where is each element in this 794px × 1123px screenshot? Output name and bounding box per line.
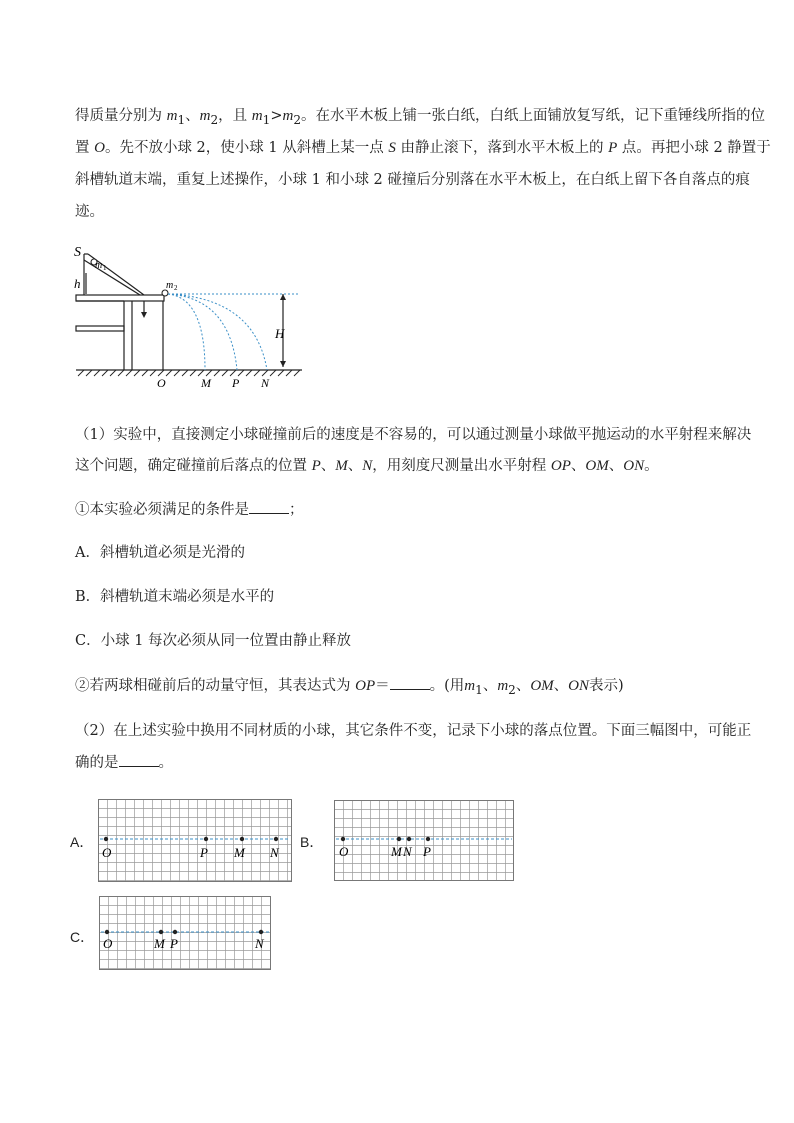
point-P — [173, 930, 177, 934]
q2-line-1: （2）在上述实验中换用不同材质的小球，其它条件不变，记录下小球的落点位置。下面三幅图中，可能正 — [75, 723, 752, 739]
trajectory-N — [168, 294, 267, 370]
point-label-N: N — [403, 844, 412, 859]
q2-line-2: 确的是 。 — [75, 751, 173, 772]
label-P: P — [232, 376, 240, 390]
point-label-M: M — [154, 936, 165, 951]
intro-line-1: 得质量分别为 $m_1$、$m_2$，且 $m_1>m_2$。在水平木板上铺一张白纸，白纸上面铺放复写纸，记下重锤线所指的位 — [75, 108, 765, 127]
point-label-P: P — [423, 844, 431, 859]
point-M — [240, 837, 244, 841]
intro-line-2: 置 O。先不放小球 2，使小球 1 从斜槽上某一点 S 由静止滚下，落到水平木板上的 P 点。再把小球 2 静置于 — [75, 140, 771, 156]
point-label-P: P — [170, 936, 178, 951]
label-H: H — [275, 326, 285, 341]
apparatus-diagram — [70, 238, 310, 393]
option-B-label: B． — [300, 834, 324, 850]
label-m1: m — [95, 260, 103, 271]
q1-sub1: ①本实验必须满足的条件是 ； — [75, 498, 304, 519]
label-m2-sub: 2 — [174, 284, 178, 292]
point-label-N: N — [270, 845, 279, 860]
point-label-M: M — [391, 844, 402, 859]
label-m2: m — [166, 280, 174, 291]
option-A-grid — [98, 799, 292, 882]
point-M — [159, 930, 163, 934]
answer-blank-3[interactable] — [119, 752, 159, 767]
point-P — [426, 837, 430, 841]
point-P — [204, 837, 208, 841]
q1-option-B: B．斜槽轨道末端必须是水平的 — [75, 589, 275, 605]
answer-blank-2[interactable] — [390, 675, 430, 690]
point-label-O: O — [339, 844, 349, 859]
point-N — [274, 837, 278, 841]
point-label-N: N — [255, 936, 264, 951]
point-O — [104, 837, 108, 841]
trajectory-M — [168, 294, 205, 370]
q1-option-C: C．小球 1 每次必须从同一位置由静止释放 — [75, 633, 352, 649]
label-O: O — [157, 376, 166, 390]
label-m1-sub: 1 — [103, 264, 107, 272]
table-shelf — [76, 326, 124, 331]
q1-line-2: 这个问题，确定碰撞前后落点的位置 P、M、N，用刻度尺测量出水平射程 OP、OM、ON。 — [75, 458, 659, 474]
table-top — [76, 295, 164, 301]
q1-sub2: ②若两球相碰前后的动量守恒，其表达式为 OP＝ 。(用$m_1$、$m_2$、OM、ON表示) — [75, 674, 624, 697]
point-O — [341, 837, 345, 841]
point-label-O: O — [102, 845, 112, 860]
grid-border — [100, 897, 271, 970]
option-A-label: A． — [70, 834, 94, 850]
trajectory-P — [168, 294, 237, 370]
answer-blank-1[interactable] — [249, 499, 289, 514]
label-M: M — [201, 376, 211, 390]
q1-option-A: A．斜槽轨道必须是光滑的 — [75, 545, 245, 561]
point-M — [397, 837, 401, 841]
option-C-label: C． — [70, 929, 95, 945]
point-label-M: M — [234, 845, 245, 860]
point-label-P: P — [200, 845, 208, 860]
point-N — [259, 930, 263, 934]
option-B-grid — [334, 800, 514, 881]
label-N: N — [261, 376, 270, 390]
point-O — [105, 930, 109, 934]
q1-line-1: （1）实验中，直接测定小球碰撞前后的速度是不容易的，可以通过测量小球做平抛运动的水平射程来解决 — [75, 427, 752, 443]
label-h: h — [74, 276, 81, 291]
intro-line-4: 迹。 — [75, 204, 104, 220]
point-N — [407, 837, 411, 841]
point-label-O: O — [103, 936, 113, 951]
grid-border — [99, 800, 292, 882]
intro-line-3: 斜槽轨道末端，重复上述操作，小球 1 和小球 2 碰撞后分别落在水平木板上，在白纸上留下各自落点的痕 — [75, 172, 750, 188]
option-C-grid — [99, 896, 271, 970]
label-S: S — [74, 245, 81, 260]
